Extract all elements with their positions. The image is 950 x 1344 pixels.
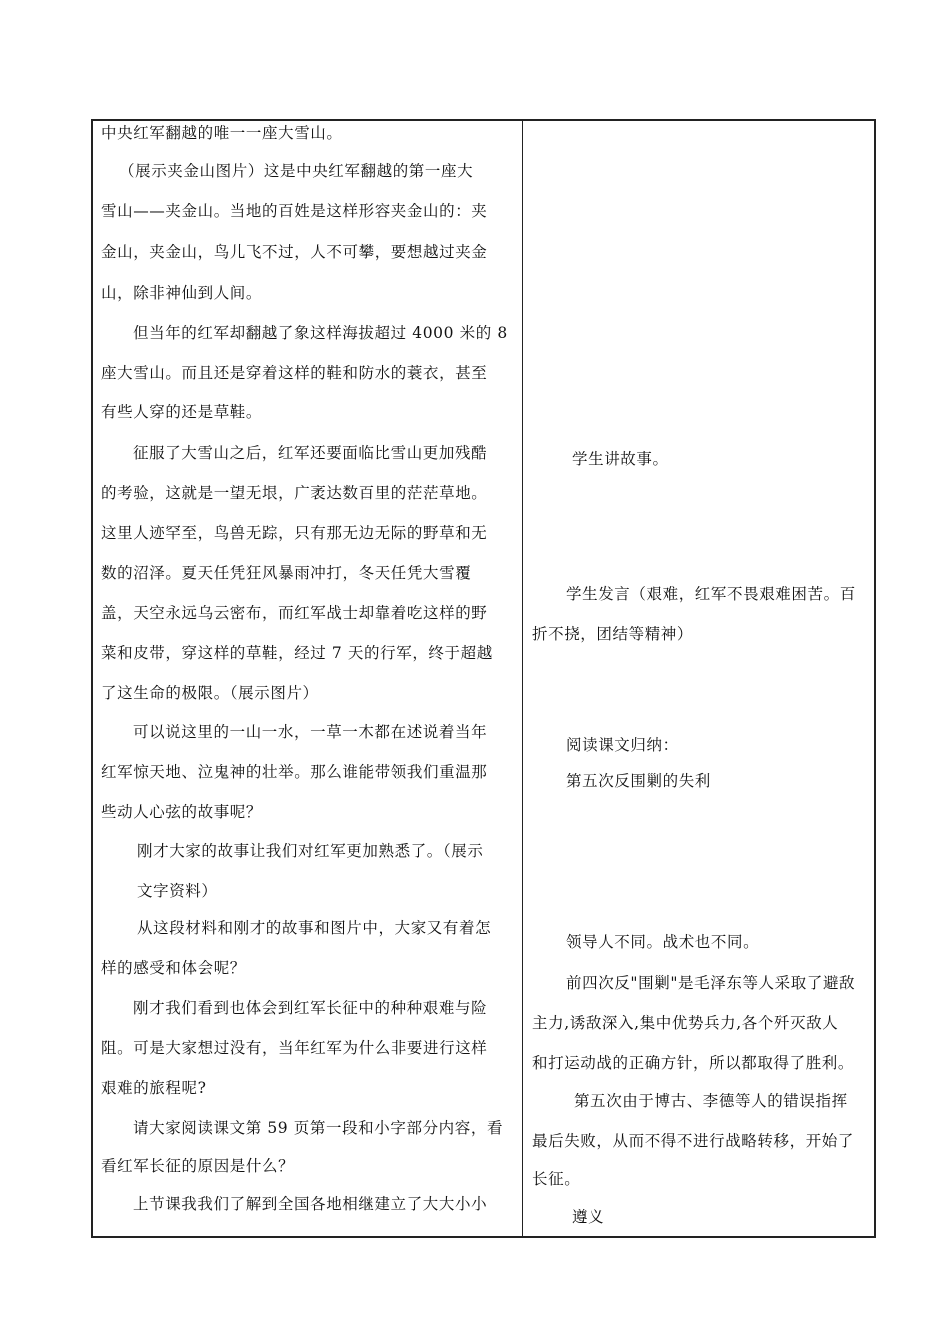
- text-line: 中央红军翻越的唯一一座大雪山。: [101, 124, 343, 142]
- column-divider: [522, 119, 523, 1238]
- text-line: 的考验，这就是一望无垠，广袤达数百里的茫茫草地。: [101, 484, 488, 502]
- text-line: 数的沼泽。夏天任凭狂风暴雨冲打，冬天任凭大雪覆: [101, 564, 472, 582]
- text-line: 前四次反"围剿"是毛泽东等人采取了避敌: [566, 974, 856, 992]
- text-line: 第五次由于博古、李德等人的错误指挥: [574, 1092, 848, 1110]
- text-line: 山，除非神仙到人间。: [101, 284, 263, 302]
- text-line: 文字资料）: [137, 882, 218, 900]
- text-line: 刚才我们看到也体会到红军长征中的种种艰难与险: [133, 999, 488, 1017]
- text-line: 请大家阅读课文第 59 页第一段和小字部分内容，看: [133, 1119, 504, 1137]
- text-line: 主力,诱敌深入,集中优势兵力,各个歼灭敌人: [532, 1014, 839, 1032]
- text-line: 阻。可是大家想过没有，当年红军为什么非要进行这样: [101, 1039, 488, 1057]
- text-line: 长征。: [532, 1170, 581, 1188]
- text-line: 有些人穿的还是草鞋。: [101, 403, 263, 421]
- text-line: 金山，夹金山，鸟儿飞不过，人不可攀，要想越过夹金: [101, 243, 488, 261]
- text-line: 但当年的红军却翻越了象这样海拔超过 4000 米的 8: [133, 324, 508, 342]
- text-line: 盖，天空永远乌云密布，而红军战士却靠着吃这样的野: [101, 604, 488, 622]
- text-line: 艰难的旅程呢?: [101, 1079, 207, 1097]
- text-line: 菜和皮带，穿这样的草鞋，经过 7 天的行军，终于超越: [101, 644, 493, 662]
- text-line: 阅读课文归纳：: [566, 736, 679, 754]
- text-line: 红军惊天地、泣鬼神的壮举。那么谁能带领我们重温那: [101, 763, 488, 781]
- text-line: 看红军长征的原因是什么？: [101, 1157, 295, 1175]
- text-line: 最后失败，从而不得不进行战略转移，开始了: [532, 1132, 855, 1150]
- text-line: 些动人心弦的故事呢？: [101, 803, 263, 821]
- text-line: 和打运动战的正确方针，所以都取得了胜利。: [532, 1054, 855, 1072]
- text-line: 从这段材料和刚才的故事和图片中，大家又有着怎: [137, 919, 492, 937]
- text-line: 这里人迹罕至，鸟兽无踪，只有那无边无际的野草和无: [101, 524, 488, 542]
- text-line: 领导人不同。战术也不同。: [566, 933, 760, 951]
- text-line: 学生发言（艰难，红军不畏艰难困苦。百: [566, 585, 856, 603]
- text-line: 座大雪山。而且还是穿着这样的鞋和防水的蓑衣，甚至: [101, 364, 488, 382]
- text-line: 折不挠，团结等精神）: [532, 625, 694, 643]
- text-line: 遵义: [572, 1208, 605, 1226]
- text-line: 刚才大家的故事让我们对红军更加熟悉了。（展示: [137, 842, 484, 860]
- text-line: 样的感受和体会呢？: [101, 959, 246, 977]
- text-line: 雪山——夹金山。当地的百姓是这样形容夹金山的：夹: [101, 202, 488, 220]
- text-line: （展示夹金山图片）这是中央红军翻越的第一座大: [119, 162, 474, 180]
- text-line: 学生讲故事。: [572, 450, 669, 468]
- text-line: 了这生命的极限。（展示图片）: [101, 684, 319, 702]
- text-line: 征服了大雪山之后，红军还要面临比雪山更加残酷: [133, 444, 488, 462]
- text-line: 第五次反围剿的失利: [566, 772, 711, 790]
- text-line: 可以说这里的一山一水，一草一木都在述说着当年: [133, 723, 488, 741]
- text-line: 上节课我我们了解到全国各地相继建立了大大小小: [133, 1195, 488, 1213]
